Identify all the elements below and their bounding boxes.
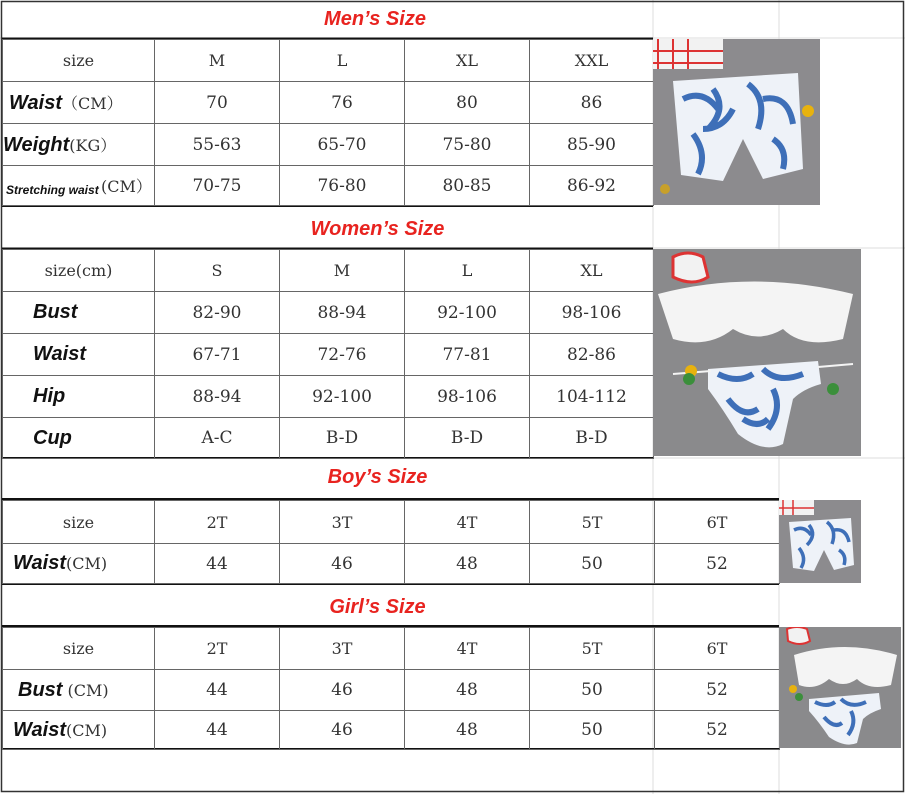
row-label-unit: (CM) [62, 680, 109, 700]
boys-size-table [2, 500, 780, 584]
table-cell: 80-85 [405, 166, 530, 206]
table-cell: 44 [155, 670, 280, 711]
table-row [3, 670, 780, 711]
header-cell: size(cm) [3, 250, 155, 292]
table-cell: 46 [280, 670, 405, 711]
table-cell: 77-81 [405, 334, 530, 376]
row-label-text: Stretching waist [6, 183, 99, 197]
header-cell: L [280, 40, 405, 82]
row-label [3, 544, 155, 584]
header-cell: M [155, 40, 280, 82]
header-cell: 5T [530, 501, 655, 544]
header-cell: 3T [280, 501, 405, 544]
table-cell: A-C [155, 418, 280, 459]
table-header-row [3, 40, 654, 82]
table-cell: 82-90 [155, 292, 280, 334]
row-label-text: Bust [18, 678, 63, 701]
row-label-text: Waist [9, 91, 62, 114]
women-bikini-photo [653, 249, 861, 456]
table-row [3, 166, 654, 206]
table-cell: 104-112 [530, 376, 654, 418]
header-cell: 2T [155, 628, 280, 670]
header-cell: L [405, 250, 530, 292]
men-size-table [2, 39, 654, 206]
girls-bikini-photo [779, 627, 901, 748]
row-label [3, 124, 155, 166]
women-size-table [2, 249, 654, 459]
table-row [3, 82, 654, 124]
header-cell: 3T [280, 628, 405, 670]
row-label-text: Bust [33, 301, 78, 323]
table-cell: 48 [405, 670, 530, 711]
row-label-unit: （CM） [61, 93, 123, 113]
header-cell: size [3, 501, 155, 544]
table-cell: 67-71 [155, 334, 280, 376]
table-cell: 98-106 [530, 292, 654, 334]
row-label [3, 670, 155, 711]
table-cell: 88-94 [155, 376, 280, 418]
table-cell: 82-86 [530, 334, 654, 376]
table-cell: 85-90 [530, 124, 654, 166]
table-cell: 86-92 [530, 166, 654, 206]
row-label-text: Weight [3, 133, 70, 156]
table-row [3, 544, 780, 584]
header-cell: 6T [655, 628, 780, 670]
table-cell: 80 [405, 82, 530, 124]
table-cell: 86 [530, 82, 654, 124]
header-cell: XL [530, 250, 654, 292]
table-cell: 92-100 [280, 376, 405, 418]
table-cell: B-D [280, 418, 405, 459]
boys-size-title: Boy’s Size [327, 466, 428, 488]
row-label [3, 334, 155, 376]
table-cell: 50 [530, 670, 655, 711]
row-label-unit: (CM) [65, 554, 108, 573]
table-cell: 44 [155, 544, 280, 584]
header-cell: 4T [405, 501, 530, 544]
table-row [3, 124, 654, 166]
table-cell: 52 [655, 711, 780, 750]
row-label [3, 82, 155, 124]
table-row [3, 711, 780, 750]
row-label-text: Cup [33, 426, 72, 449]
header-cell: XXL [530, 40, 654, 82]
row-label-text: Waist [13, 718, 66, 741]
table-cell: 70-75 [155, 166, 280, 206]
header-cell: 2T [155, 501, 280, 544]
table-cell: 75-80 [405, 124, 530, 166]
row-label-unit: (CM） [101, 177, 152, 196]
row-label-unit: (KG） [69, 135, 117, 155]
header-cell: 4T [405, 628, 530, 670]
table-row [3, 292, 654, 334]
table-row [3, 418, 654, 459]
table-cell: 52 [655, 544, 780, 584]
row-label-unit: (CM) [65, 720, 108, 740]
table-cell: 88-94 [280, 292, 405, 334]
table-header-row [3, 501, 780, 544]
table-cell: 92-100 [405, 292, 530, 334]
boys-shorts-photo [779, 500, 861, 583]
table-cell: 48 [405, 711, 530, 750]
table-cell: 55-63 [155, 124, 280, 166]
table-header-row [3, 628, 780, 670]
table-row [3, 376, 654, 418]
table-cell: 50 [530, 711, 655, 750]
girls-size-table [2, 627, 780, 750]
row-label [3, 711, 155, 750]
header-cell: 6T [655, 501, 780, 544]
row-label-text: Hip [33, 385, 66, 407]
table-cell: 98-106 [405, 376, 530, 418]
table-cell: 52 [655, 670, 780, 711]
table-cell: 50 [530, 544, 655, 584]
header-cell: size [3, 628, 155, 670]
table-row [3, 334, 654, 376]
row-label [3, 292, 155, 334]
table-cell: 65-70 [280, 124, 405, 166]
table-cell: 76-80 [280, 166, 405, 206]
row-label [3, 418, 155, 459]
table-cell: B-D [530, 418, 654, 459]
row-label-text: Waist [13, 552, 66, 574]
table-cell: B-D [405, 418, 530, 459]
header-cell: XL [405, 40, 530, 82]
table-cell: 72-76 [280, 334, 405, 376]
row-label [3, 166, 155, 206]
header-cell: size [3, 40, 155, 82]
table-cell: 76 [280, 82, 405, 124]
men-size-title: Men’s Size [324, 8, 426, 30]
header-cell: 5T [530, 628, 655, 670]
women-size-title: Women’s Size [310, 218, 445, 240]
men-shorts-photo [653, 39, 820, 205]
table-cell: 44 [155, 711, 280, 750]
girls-size-title: Girl’s Size [329, 596, 426, 618]
table-header-row [3, 250, 654, 292]
table-cell: 48 [405, 544, 530, 584]
table-cell: 46 [280, 711, 405, 750]
header-cell: M [280, 250, 405, 292]
table-cell: 70 [155, 82, 280, 124]
header-cell: S [155, 250, 280, 292]
row-label-text: Waist [33, 343, 86, 365]
row-label [3, 376, 155, 418]
table-cell: 46 [280, 544, 405, 584]
